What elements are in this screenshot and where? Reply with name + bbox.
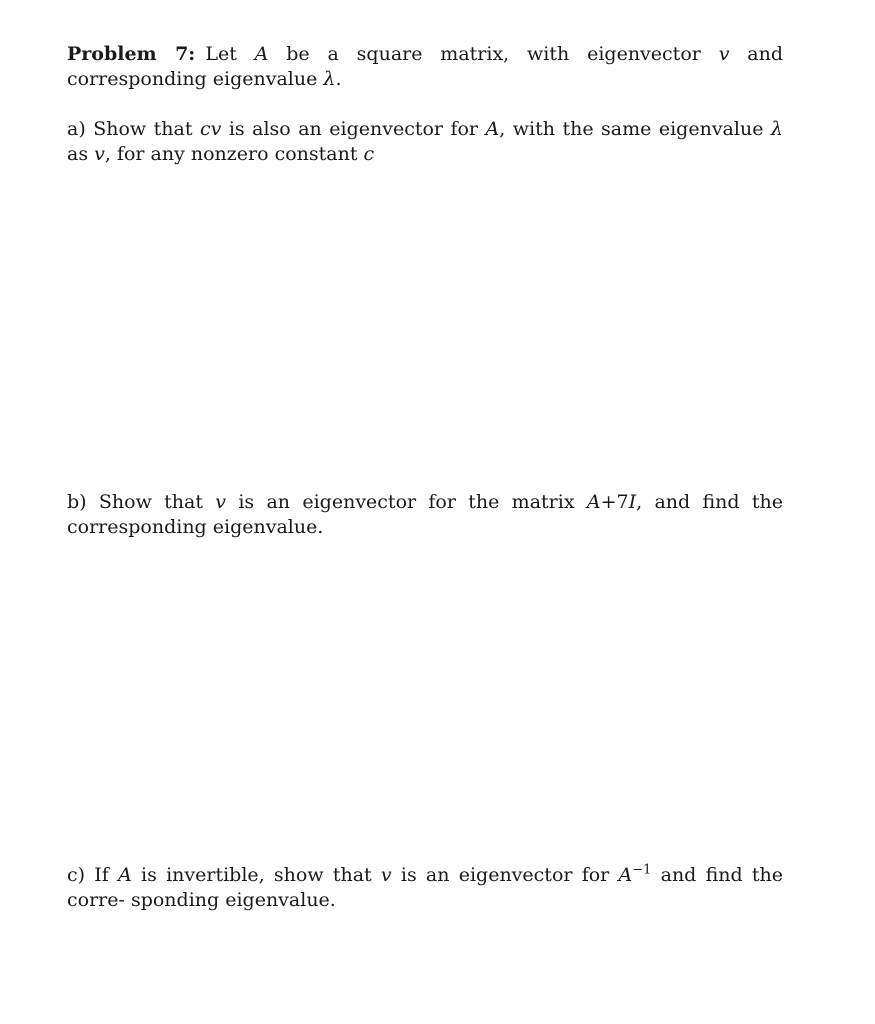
problem-statement	[67, 42, 783, 92]
vector-v: v	[718, 43, 730, 65]
problem-text-3: and corresponding eigenvalue	[67, 43, 783, 90]
part-a-text-3: , with the same eigenvalue	[499, 118, 771, 140]
problem-text-1: Let	[205, 43, 255, 65]
problem-text-4: .	[335, 68, 342, 90]
part-a-math-v: v	[94, 143, 105, 165]
part-a-text-2: is also an eigenvector for	[221, 118, 486, 140]
part-c-math-v: v	[380, 864, 392, 886]
part-c	[67, 863, 783, 913]
problem-label: Problem 7:	[67, 43, 196, 65]
part-a-text-1: a) Show that	[67, 118, 200, 140]
matrix-A: A	[254, 43, 269, 65]
part-a-math-A: A	[485, 118, 500, 140]
part-b-math-v: v	[215, 491, 227, 513]
part-a	[67, 117, 783, 167]
part-c-text-2: is invertible, show that	[131, 864, 381, 886]
part-b-math-I: I	[628, 491, 637, 513]
part-a-text-5: , for any nonzero constant	[104, 143, 364, 165]
part-b-text-2: is an eigenvector for the matrix	[226, 491, 587, 513]
part-b-text-3: +7	[600, 491, 629, 513]
problem-text-2: be a square matrix, with eigenvector	[268, 43, 719, 65]
part-a-math-c: c	[363, 143, 375, 165]
eigenvalue-lambda: λ	[323, 68, 336, 90]
part-a-math-cv: cv	[199, 118, 222, 140]
part-c-text-1: c) If	[67, 864, 119, 886]
part-c-math-A-inverse: A	[618, 864, 633, 886]
part-b-math-A: A	[586, 491, 601, 513]
part-a-text-4: as	[67, 143, 95, 165]
part-c-superscript: −1	[632, 862, 652, 878]
part-b-text-4: , and find the corresponding eigenvalue.	[67, 491, 784, 538]
part-b	[67, 490, 783, 540]
part-a-math-lambda: λ	[770, 118, 783, 140]
part-c-text-4: and find the corre- sponding eigenvalue.	[67, 864, 783, 911]
part-c-text-3: is an eigenvector for	[391, 864, 619, 886]
part-c-math-A: A	[118, 864, 132, 886]
part-b-text-1: b) Show that	[67, 491, 216, 513]
